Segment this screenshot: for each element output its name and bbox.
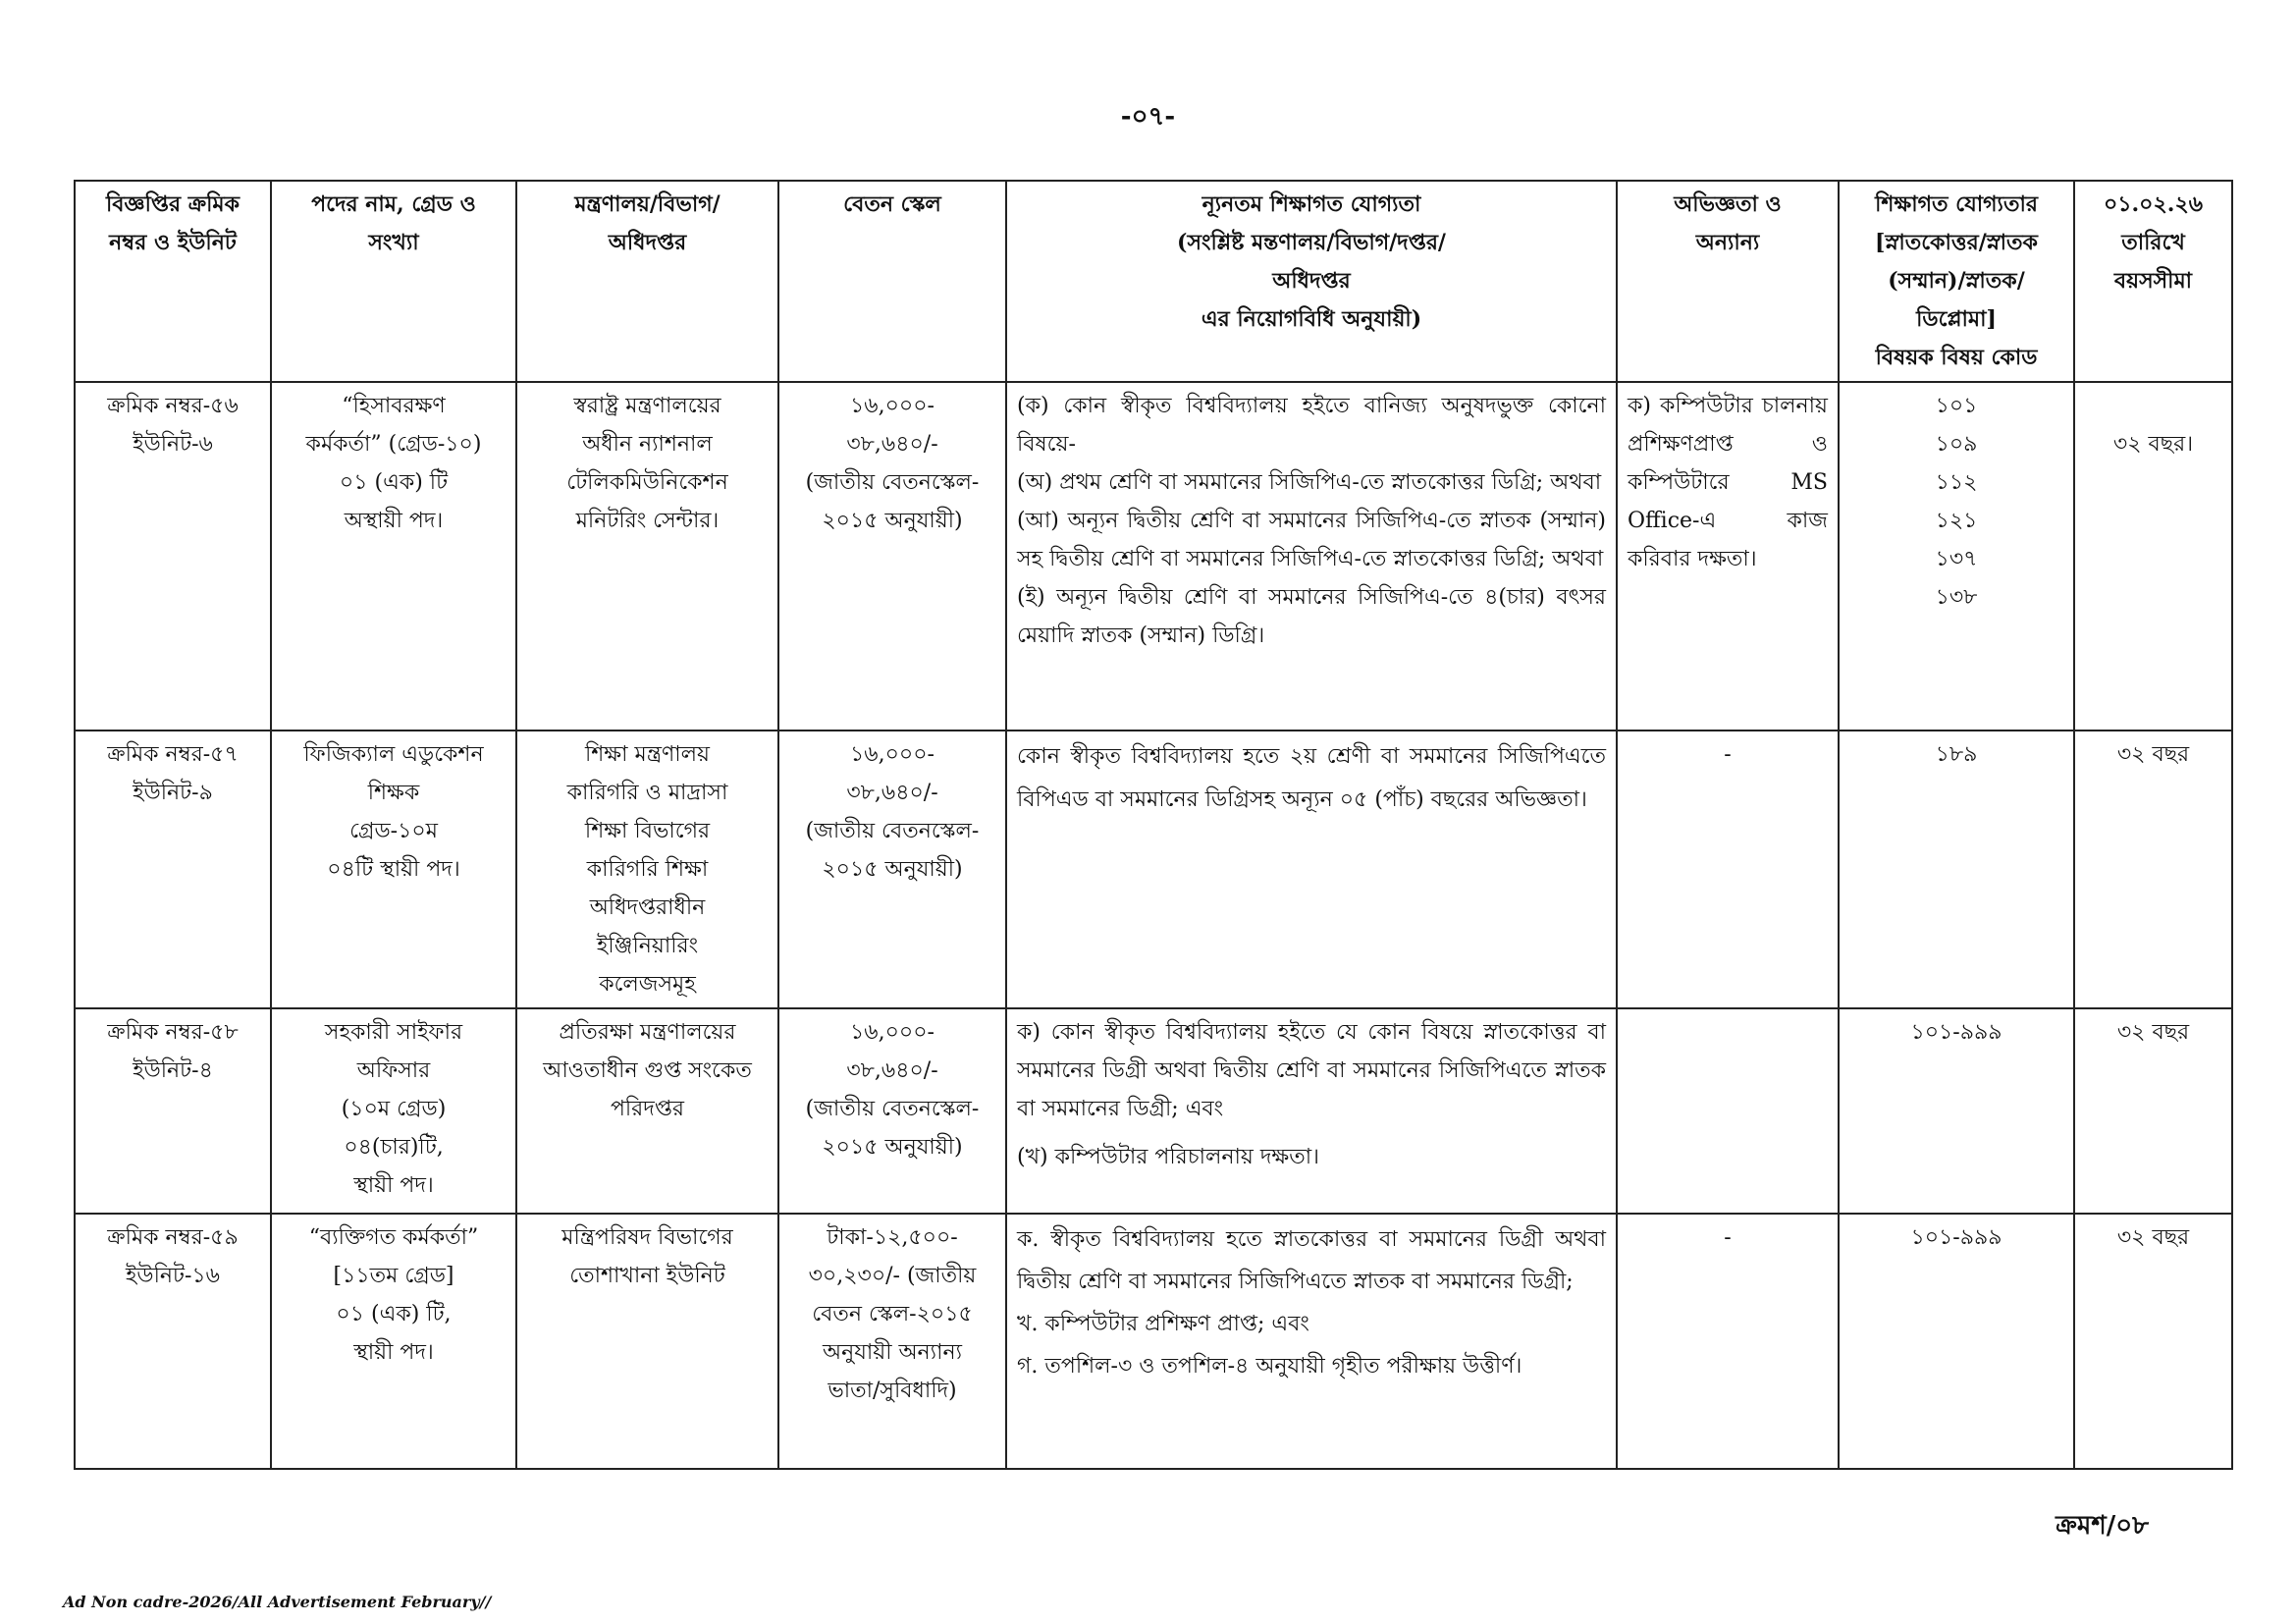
subject-code-cell: ১০১-৯৯৯ [1839,1008,2074,1214]
advertisement-table [74,180,2233,1470]
serial-cell: ক্রমিক নম্বর-৫৯ ইউনিট-১৬ [75,1214,271,1469]
serial-cell: ক্রমিক নম্বর-৫৭ ইউনিট-৯ [75,731,271,1008]
pay-scale-cell: ১৬,০০০- ৩৮,৬৪০/- (জাতীয় বেতনস্কেল- ২০১৫ অনুযায়ী) [778,731,1006,1008]
table-row [75,1008,2232,1214]
ministry-cell: শিক্ষা মন্ত্রণালয় কারিগরি ও মাদ্রাসা শিক্ষা বিভাগের কারিগরি শিক্ষা অধিদপ্তরাধীন ইঞ্জিনিয়ারিং কলেজসমূহ [516,731,778,1008]
post-cell: “ব্যক্তিগত কর্মকর্তা” [১১তম গ্রেড] ০১ (এক) টি, স্থায়ী পদ। [271,1214,516,1469]
pay-scale-cell: টাকা-১২,৫০০- ৩০,২৩০/- (জাতীয় বেতন স্কেল-২০১৫ অনুযায়ী অন্যান্য ভাতা/সুবিধাদি) [778,1214,1006,1469]
page-number: -০৭- [1120,102,1176,132]
qualification-cell: (ক) কোন স্বীকৃত বিশ্ববিদ্যালয় হইতে বানিজ্য অনুষদভুক্ত কোনো বিষয়ে- (অ) প্রথম শ্রেণি বা সমমানের সিজিপিএ-তে স্নাতকোত্তর ডিগ্রি; অথবা (আ) অন্যূন দ্বিতীয় শ্রেণি বা সমমানের সিজিপিএ-তে স্নাতক (সম্মান) সহ দ্বিতীয় শ্রেণি বা সমমানের সিজিপিএ-তে স্নাতকোত্তর ডিগ্রি; অথবা (ই) অন্যূন দ্বিতীয় শ্রেণি বা সমমানের সিজিপিএ-তে ৪(চার) বৎসর মেয়াদি স্নাতক (সম্মান) ডিগ্রি। [1006,382,1617,731]
ministry-cell: মন্ত্রিপরিষদ বিভাগের তোশাখানা ইউনিট [516,1214,778,1469]
experience-cell: - [1617,731,1839,1008]
pay-scale-cell: ১৬,০০০- ৩৮,৬৪০/- (জাতীয় বেতনস্কেল- ২০১৫ অনুযায়ী) [778,1008,1006,1214]
header-post: পদের নাম, গ্রেড ও সংখ্যা [271,181,516,382]
qualification-cell: ক) কোন স্বীকৃত বিশ্ববিদ্যালয় হইতে যে কোন বিষয়ে স্নাতকোত্তর বা সমমানের ডিগ্রী অথবা দ্বিতীয় শ্রেণি বা সমমানের সিজিপিএতে স্নাতক বা সমমানের ডিগ্রী; এবং (খ) কম্পিউটার পরিচালনায় দক্ষতা। [1006,1008,1617,1214]
header-age-limit: ০১.০২.২৬ তারিখে বয়সসীমা [2074,181,2232,382]
header-ministry: মন্ত্রণালয়/বিভাগ/ অধিদপ্তর [516,181,778,382]
table-row [75,731,2232,1008]
header-experience: অভিজ্ঞতা ও অন্যান্য [1617,181,1839,382]
post-cell: সহকারী সাইফার অফিসার (১০ম গ্রেড) ০৪(চার)টি, স্থায়ী পদ। [271,1008,516,1214]
header-pay-scale: বেতন স্কেল [778,181,1006,382]
post-cell: ফিজিক্যাল এডুকেশন শিক্ষক গ্রেড-১০ম ০৪টি স্থায়ী পদ। [271,731,516,1008]
age-limit-cell: ৩২ বছর। [2074,382,2232,731]
post-cell: “হিসাবরক্ষণ কর্মকর্তা” (গ্রেড-১০) ০১ (এক) টি অস্থায়ী পদ। [271,382,516,731]
serial-cell: ক্রমিক নম্বর-৫৬ ইউনিট-৬ [75,382,271,731]
age-limit-cell: ৩২ বছর [2074,1008,2232,1214]
continued-label: ক্রমশ/০৮ [2056,1511,2149,1541]
qualification-cell: ক. স্বীকৃত বিশ্ববিদ্যালয় হতে স্নাতকোত্তর বা সমমানের ডিগ্রী অথবা দ্বিতীয় শ্রেণি বা সমমানের সিজিপিএতে স্নাতক বা সমমানের ডিগ্রী; খ. কম্পিউটার প্রশিক্ষণ প্রাপ্ত; এবং গ. তপশিল-৩ ও তপশিল-৪ অনুযায়ী গৃহীত পরীক্ষায় উত্তীর্ণ। [1006,1214,1617,1469]
ministry-cell: প্রতিরক্ষা মন্ত্রণালয়ের আওতাধীন গুপ্ত সংকেত পরিদপ্তর [516,1008,778,1214]
header-qualification: ন্যূনতম শিক্ষাগত যোগ্যতা (সংশ্লিষ্ট মন্তণালয়/বিভাগ/দপ্তর/ অধিদপ্তর এর নিয়োগবিধি অনুযায়ী) [1006,181,1617,382]
experience-cell [1617,1008,1839,1214]
age-limit-cell: ৩২ বছর [2074,1214,2232,1469]
footer-note: Ad Non cadre-2026/All Advertisement February// [63,1593,492,1611]
experience-cell: ক) কম্পিউটার চালনায় প্রশিক্ষণপ্রাপ্ত ও কম্পিউটারে MS Office-এ কাজ করিবার দক্ষতা। [1617,382,1839,731]
header-row [75,181,2232,382]
age-limit-cell: ৩২ বছর [2074,731,2232,1008]
table-row [75,382,2232,731]
ministry-cell: স্বরাষ্ট্র মন্ত্রণালয়ের অধীন ন্যাশনাল টেলিকমিউনিকেশন মনিটরিং সেন্টার। [516,382,778,731]
subject-code-cell: ১০১-৯৯৯ [1839,1214,2074,1469]
subject-code-cell: ১৮৯ [1839,731,2074,1008]
header-subject-code: শিক্ষাগত যোগ্যতার [স্নাতকোত্তর/স্নাতক (সম্মান)/স্নাতক/ ডিপ্লোমা] বিষয়ক বিষয় কোড [1839,181,2074,382]
qualification-cell: কোন স্বীকৃত বিশ্ববিদ্যালয় হতে ২য় শ্রেণী বা সমমানের সিজিপিএতে বিপিএড বা সমমানের ডিগ্রিসহ অন্যূন ০৫ (পাঁচ) বছরের অভিজ্ঞতা। [1006,731,1617,1008]
table-row [75,1214,2232,1469]
pay-scale-cell: ১৬,০০০- ৩৮,৬৪০/- (জাতীয় বেতনস্কেল- ২০১৫ অনুযায়ী) [778,382,1006,731]
header-serial: বিজ্ঞপ্তির ক্রমিক নম্বর ও ইউনিট [75,181,271,382]
serial-cell: ক্রমিক নম্বর-৫৮ ইউনিট-৪ [75,1008,271,1214]
experience-cell: - [1617,1214,1839,1469]
subject-code-cell: ১০১ ১০৯ ১১২ ১২১ ১৩৭ ১৩৮ [1839,382,2074,731]
